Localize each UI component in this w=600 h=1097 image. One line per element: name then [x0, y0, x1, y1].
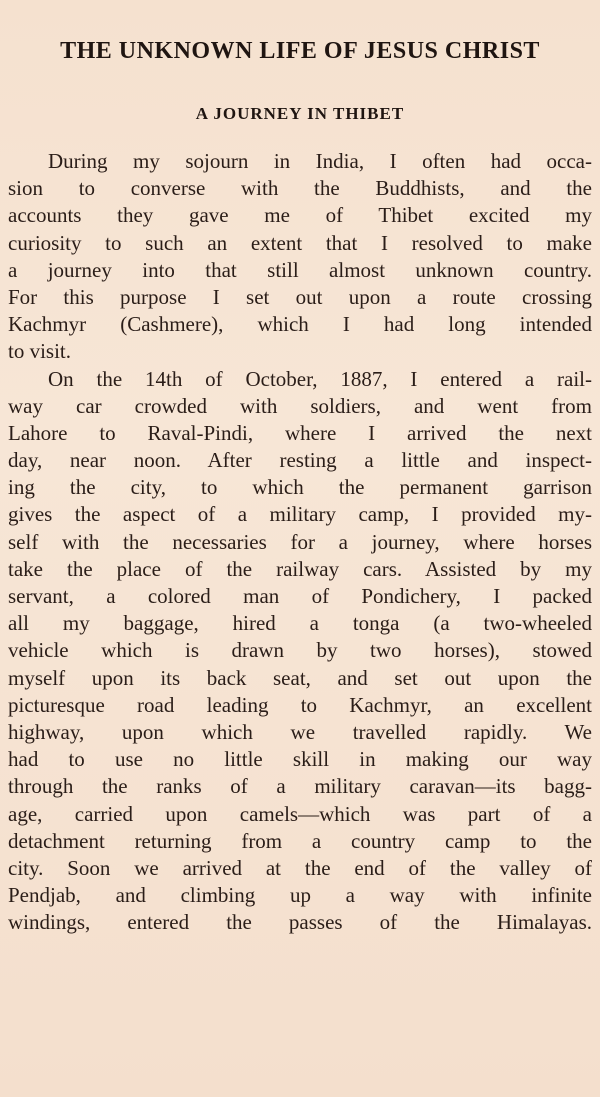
text-line: gives the aspect of a military camp, I provided my- — [8, 502, 592, 527]
text-line: sion to converse with the Buddhists, and the — [8, 176, 592, 201]
text-line: city. Soon we arrived at the end of the valley of — [8, 855, 592, 880]
text-line: On the 14th of October, 1887, I entered a rail- — [48, 366, 592, 391]
text-line: self with the necessaries for a journey, where horses — [8, 529, 592, 554]
text-line: to visit. — [8, 339, 72, 364]
page-title: THE UNKNOWN LIFE OF JESUS CHRIST — [60, 38, 540, 64]
text-line: Pendjab, and climbing up a way with infinite — [8, 883, 592, 908]
text-line: accounts they gave me of Thibet excited my — [8, 203, 592, 228]
text-line: Lahore to Raval-Pindi, where I arrived the next — [8, 420, 592, 445]
text-line: through the ranks of a military caravan—its bagg- — [8, 774, 592, 799]
text-line: age, carried upon camels—which was part of a — [8, 801, 592, 826]
text-line: myself upon its back seat, and set out upon the — [8, 665, 592, 690]
text-line: windings, entered the passes of the Himalayas. — [8, 910, 592, 935]
text-line: Kachmyr (Cashmere), which I had long intended — [8, 312, 592, 337]
text-line: servant, a colored man of Pondichery, I packed — [8, 584, 592, 608]
text-line: vehicle which is drawn by two horses), stowed — [8, 638, 592, 663]
text-line: all my baggage, hired a tonga (a two-wheeled — [8, 611, 592, 636]
text-line: curiosity to such an extent that I resolved to make — [8, 230, 592, 255]
body-text — [8, 148, 592, 936]
text-line: day, near noon. After resting a little and inspect- — [8, 448, 592, 473]
text-line: During my sojourn in India, I often had occa- — [48, 149, 592, 173]
text-line: a journey into that still almost unknown country. — [8, 257, 592, 282]
text-line: had to use no little skill in making our way — [8, 747, 592, 772]
text-line: ing the city, to which the permanent garrison — [8, 475, 592, 500]
chapter-subtitle: A JOURNEY IN THIBET — [195, 104, 405, 123]
text-line: detachment returning from a country camp to the — [8, 828, 592, 853]
text-line: take the place of the railway cars. Assisted by my — [8, 556, 592, 581]
text-line: way car crowded with soldiers, and went from — [8, 393, 592, 418]
text-line: picturesque road leading to Kachmyr, an excellent — [8, 692, 592, 717]
text-line: highway, upon which we travelled rapidly. We — [8, 719, 592, 744]
text-line: For this purpose I set out upon a route crossing — [8, 284, 592, 309]
